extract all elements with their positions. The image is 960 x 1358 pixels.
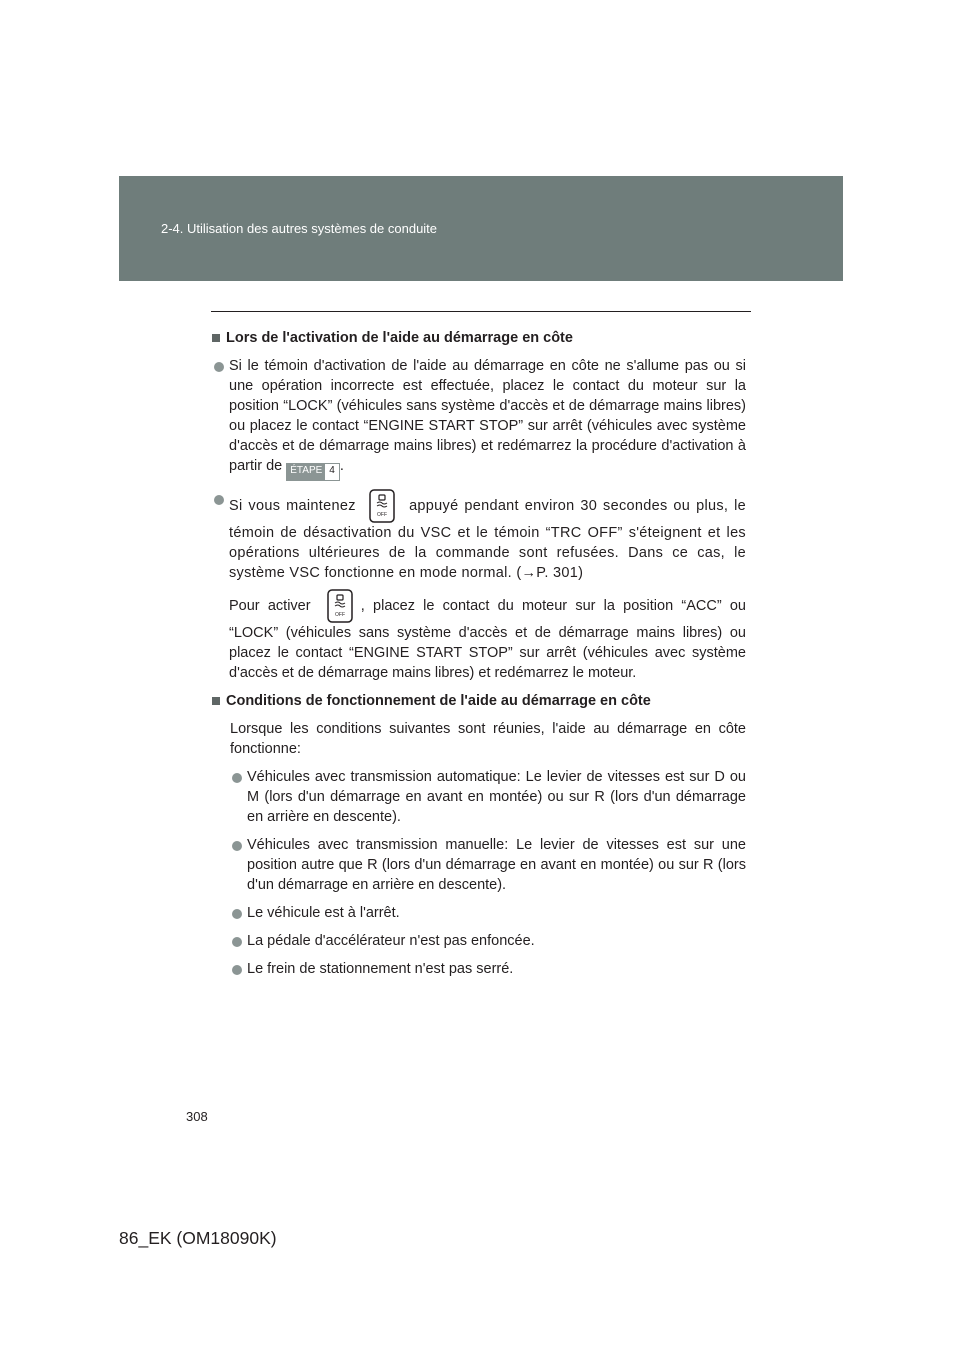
- section-heading: [212, 691, 746, 711]
- square-bullet-icon: [212, 691, 226, 711]
- bullet-text: , placez le contact du moteur sur la position “ACC” ou “LOCK” (véhicules sans système d'accès et de démarrage mains libres) ou placez le contact “ENGINE START STOP” sur arrêt (véhicules avec système d'accès et de démarrage mains libres) et redémarrez le moteur.: [229, 597, 746, 681]
- section-heading-text: Conditions de fonctionnement de l'aide au démarrage en côte: [226, 693, 651, 709]
- round-bullet-icon: [230, 767, 247, 827]
- round-bullet-icon: [212, 489, 229, 683]
- page-number: 308: [186, 1109, 208, 1124]
- bullet-text: Si le témoin d'activation de l'aide au démarrage en côte ne s'allume pas ou si une opération incorrecte est effectuée, placez le contact du moteur sur la position “LOCK” (véhicules sans système d'accès et de démarrage mains libres) ou placez le contact “ENGINE START STOP” sur arrêt (véhicules avec système d'accès et de démarrage mains libres) et redémarrez la procédure d'activation à partir de: [229, 358, 746, 474]
- round-bullet-icon: [230, 931, 247, 951]
- page-content: [212, 328, 746, 987]
- bullet-text: Véhicules avec transmission automatique: Le levier de vitesses est sur D ou M (lors d'un démarrage en avant en montée) ou sur R (lors d'un démarrage en arrière en descente).: [247, 769, 746, 825]
- list-item: [212, 356, 746, 481]
- list-item: [212, 903, 746, 923]
- square-bullet-icon: [212, 328, 226, 348]
- list-item: [212, 959, 746, 979]
- etape-label: ÉTAPE: [287, 464, 325, 480]
- bullet-text: Pour activer: [229, 597, 311, 614]
- bullet-end: .: [339, 458, 344, 474]
- bullet-text: Le véhicule est à l'arrêt.: [247, 905, 400, 921]
- round-bullet-icon: [230, 835, 247, 895]
- intro-paragraph: Lorsque les conditions suivantes sont réunies, l'aide au démarrage en côte fonctionne:: [230, 721, 746, 757]
- section-heading-text: Lors de l'activation de l'aide au démarrage en côte: [226, 330, 573, 346]
- section-header-band: [119, 176, 843, 281]
- list-item: [212, 931, 746, 951]
- list-item: [212, 835, 746, 895]
- etape-step-badge: [286, 463, 340, 481]
- round-bullet-icon: [230, 959, 247, 979]
- round-bullet-icon: [212, 356, 229, 481]
- icon-label: OFF: [377, 512, 388, 518]
- round-bullet-icon: [230, 903, 247, 923]
- list-item: [212, 767, 746, 827]
- vsc-off-button-icon: [327, 589, 353, 623]
- bullet-text: Véhicules avec transmission manuelle: Le levier de vitesses est sur une position autre que R (lors d'un démarrage en avant en montée) ou sur R (lors d'un démarrage en arrière en descente).: [247, 837, 746, 893]
- divider-rule: [211, 311, 751, 312]
- bullet-text: appuyé pendant environ 30 secondes ou plus, le témoin de désactivation du VSC et le témoin “TRC OFF” s'éteignent et les opérations ultérieures de la commande sont refusées. Dans ce cas, le système VSC fonctionne en mode normal. (→P. 301): [229, 497, 747, 581]
- bullet-text: Si vous maintenez: [229, 497, 356, 514]
- bullet-text: Le frein de stationnement n'est pas serré.: [247, 961, 514, 977]
- document-code: 86_EK (OM18090K): [119, 1228, 277, 1248]
- vsc-off-button-icon: [369, 489, 395, 523]
- list-item: [212, 489, 746, 683]
- bullet-text: La pédale d'accélérateur n'est pas enfoncée.: [247, 933, 535, 949]
- section-title: 2-4. Utilisation des autres systèmes de conduite: [161, 221, 438, 236]
- section-heading: [212, 328, 746, 348]
- etape-number: 4: [325, 464, 339, 480]
- icon-label: OFF: [334, 612, 345, 618]
